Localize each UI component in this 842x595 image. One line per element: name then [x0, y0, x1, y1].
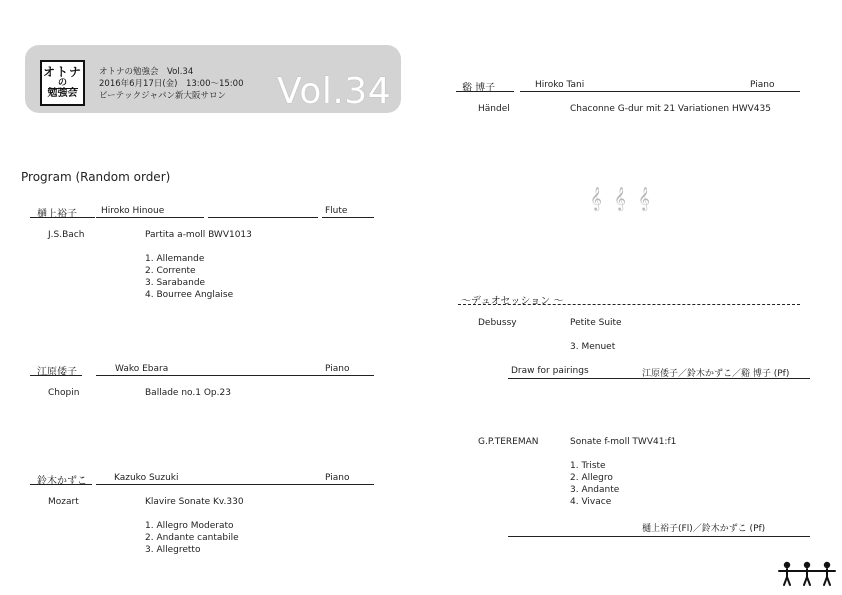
underline: [508, 536, 810, 537]
performer-name-ja: 谿 博子: [462, 83, 496, 94]
duo-section-title: ～デュオセッション ～: [461, 296, 564, 307]
movement: 1. Allemande: [145, 254, 205, 264]
performer-name-en: Kazuko Suzuki: [114, 473, 179, 483]
header-banner: [25, 45, 401, 113]
performer-name-en: Hiroko Hinoue: [101, 206, 165, 216]
work-title: Chaconne G-dur mit 21 Variationen HWV435: [570, 104, 771, 114]
composer: Händel: [478, 104, 510, 114]
logo-line-2: の: [57, 77, 67, 88]
movement: 3. Menuet: [570, 342, 616, 352]
header-line-1: オトナの勉強会 Vol.34: [99, 67, 194, 77]
composer: G.P.TEREMAN: [478, 437, 539, 447]
underline: [30, 217, 95, 218]
movement: 4. Bourree Anglaise: [145, 290, 234, 300]
instrument: Piano: [325, 473, 350, 483]
composer: Chopin: [48, 388, 80, 398]
underline: [508, 378, 810, 379]
instrument: Flute: [325, 206, 348, 216]
duo-performers: 江原倭子／鈴木かずこ／谿 博子 (Pf): [642, 369, 790, 379]
duo-performers: 樋上裕子(Fl)／鈴木かずこ (Pf): [642, 524, 766, 534]
performer-name-ja: 江原倭子: [37, 367, 77, 378]
duo-divider: [458, 304, 800, 305]
movement: 1. Allegro Moderato: [145, 521, 234, 531]
volume-number: Vol.34: [277, 71, 392, 112]
performer-name-en: Hiroko Tani: [535, 80, 585, 90]
work-title: Partita a-moll BWV1013: [145, 230, 252, 240]
program-title: Program (Random order): [21, 170, 171, 184]
underline: [30, 375, 82, 376]
logo-line-3: 勉強会: [47, 88, 78, 100]
instrument: Piano: [750, 80, 775, 90]
header-line-3: ビーテックジャパン新大阪サロン: [99, 91, 226, 101]
draw-label: Draw for pairings: [511, 366, 589, 376]
underline: [208, 217, 318, 218]
logo-line-1: オトナ: [42, 65, 82, 80]
underline: [96, 217, 204, 218]
three-people-icon: [778, 560, 836, 586]
composer: Debussy: [478, 318, 517, 328]
movement: 2. Corrente: [145, 266, 196, 276]
movement: 2. Allegro: [570, 473, 613, 483]
movement: 3. Allegretto: [145, 545, 201, 555]
composer: J.S.Bach: [48, 230, 85, 240]
instrument: Piano: [325, 364, 350, 374]
underline: [96, 484, 374, 485]
movement: 4. Vivace: [570, 497, 612, 507]
underline: [520, 91, 800, 92]
movement: 1. Triste: [570, 461, 606, 471]
composer: Mozart: [48, 497, 79, 507]
movement: 3. Andante: [570, 485, 620, 495]
work-title: Petite Suite: [570, 318, 622, 328]
underline: [96, 375, 374, 376]
underline: [322, 217, 374, 218]
performer-name-ja: 鈴木かずこ: [37, 476, 87, 487]
movement: 2. Andante cantabile: [145, 533, 239, 543]
header-line-2: 2016年6月17日(金) 13:00～15:00: [99, 79, 244, 89]
underline: [456, 91, 514, 92]
performer-name-en: Wako Ebara: [115, 364, 169, 374]
treble-clef-icon: 𝄞: [614, 186, 626, 210]
logo: [40, 60, 85, 106]
underline: [30, 484, 92, 485]
treble-clef-icon: 𝄞: [638, 186, 650, 210]
performer-name-ja: 樋上裕子: [37, 209, 77, 220]
movement: 3. Sarabande: [145, 278, 206, 288]
work-title: Klavire Sonate Kv.330: [145, 497, 244, 507]
work-title: Ballade no.1 Op.23: [145, 388, 231, 398]
treble-clef-icon: 𝄞: [590, 186, 602, 210]
work-title: Sonate f-moll TWV41:f1: [570, 437, 677, 447]
